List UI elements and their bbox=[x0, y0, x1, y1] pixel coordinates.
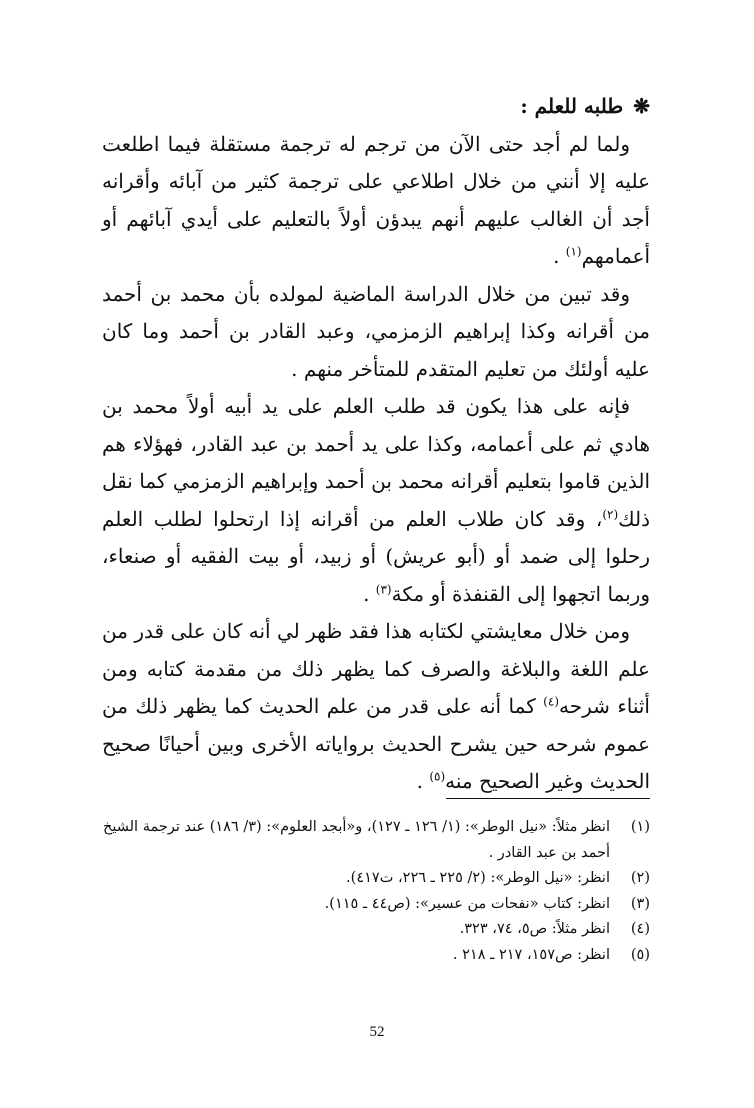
paragraph-3: فإنه على هذا يكون قد طلب العلم على يد أبيه أولاً محمد بن هادي ثم على أعمامه، وكذا على يد أحمد بن عبد القادر، فهؤلاء هم الذين قاموا بتعليم أقرانه محمد بن أحمد وإبراهيم الزمزمي كما نقل ذلك$^{(٢)}$، وقد كان طلاب العلم من أقرانه إذا ارتحلوا لطلب العلم رحلوا إلى ضمد أو (أبو عريش) أو زبيد، أو بيت الفقيه أو صنعاء، وربما اتجهوا إلى القنفذة أو مكة$^{(٣)}$ . bbox=[102, 394, 650, 606]
footnote-item bbox=[102, 815, 650, 866]
section-heading-text: طلبه للعلم : bbox=[520, 94, 624, 118]
footnote-text: انظر مثلاً: ص٥، ٧٤، ٣٢٣. bbox=[459, 921, 610, 937]
main-text bbox=[102, 88, 650, 801]
footnote-item bbox=[102, 943, 650, 969]
footnote-ref-3[interactable]: (٣) bbox=[375, 581, 392, 596]
footnote-text: انظر مثلاً: «نيل الوطر»: (١/ ١٢٦ ـ ١٢٧)، و«أبجد العلوم»: (٣/ ١٨٦) عند ترجمة الشيخ أحمد بن عبد القادر . bbox=[102, 819, 610, 861]
footnote-ref-5[interactable]: (٥) bbox=[429, 769, 446, 784]
footnote-item bbox=[102, 866, 650, 892]
footnote-item bbox=[102, 917, 650, 943]
paragraph-2: وقد تبين من خلال الدراسة الماضية لمولده بأن محمد بن أحمد من أقرانه وكذا إبراهيم الزمزمي، وعبد القادر بن أحمد وما كان عليه أولئك من تعليم المتقدم للمتأخر منهم . bbox=[102, 281, 650, 381]
footnote-number: (٥) bbox=[630, 946, 650, 963]
section-heading bbox=[102, 88, 650, 126]
footnote-item bbox=[102, 892, 650, 918]
page-number: 52 bbox=[369, 1024, 385, 1040]
footnote-number: (٣) bbox=[630, 895, 650, 912]
footnote-divider bbox=[446, 798, 650, 799]
footnote-number: (٢) bbox=[630, 870, 650, 886]
footnote-text: انظر: «نيل الوطر»: (٢/ ٢٢٥ ـ ٢٢٦، ت٤١٧). bbox=[346, 870, 610, 886]
paragraph-1: ولما لم أجد حتى الآن من ترجم له ترجمة مستقلة فيما اطلعت عليه إلا أنني من خلال اطلاعي على ترجمة كثير من آبائه وأقرانه أجد أن الغالب عليهم أنهم يبدؤن أولاً بالتعليم على أيدي آبائهم أو أعمامهم$^{(١)}$ . bbox=[102, 131, 650, 268]
footnotes-list bbox=[102, 815, 650, 968]
footnote-number: (١) bbox=[630, 819, 650, 835]
footnote-text: انظر: كتاب «نفحات من عسير»: (ص٤٤ ـ ١١٥). bbox=[324, 895, 610, 912]
paragraph-4: ومن خلال معايشتي لكتابه هذا فقد ظهر لي أنه كان على قدر من علم اللغة والبلاغة والصرف كما يظهر ذلك من مقدمة كتابه ومن أثناء شرحه$^{(٤)}$ كما أنه على قدر من علم الحديث كما يظهر ذلك من عموم شرحه حين يشرح الحديث برواياته الأخرى وبين أحيانًا صحيح الحديث وغير الصحيح منه$^{(٥)}$ . bbox=[102, 619, 650, 793]
footnote-ref-2[interactable]: (٢) bbox=[602, 506, 619, 521]
footnote-number: (٤) bbox=[630, 921, 650, 937]
footnote-ref-1[interactable]: (١) bbox=[565, 244, 582, 259]
star-ornament-icon: ❋ bbox=[633, 94, 650, 118]
footnote-text: انظر: ص١٥٧، ٢١٧ ـ ٢١٨ . bbox=[452, 946, 610, 963]
footnote-ref-4[interactable]: (٤) bbox=[543, 694, 559, 709]
